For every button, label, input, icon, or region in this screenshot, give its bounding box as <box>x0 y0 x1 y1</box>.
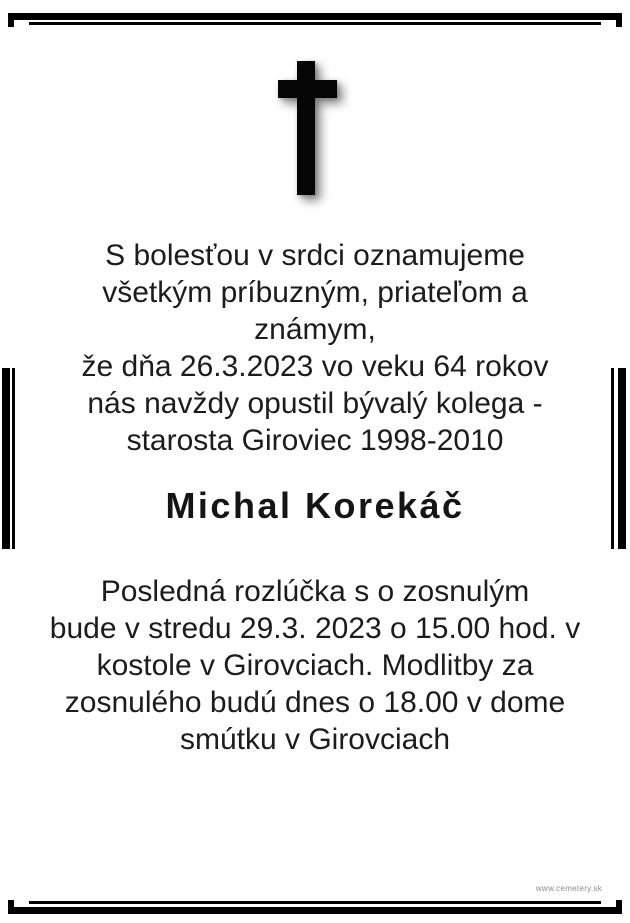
bottom-border-inner-line <box>29 901 601 904</box>
website-credit: www.cemetery.sk <box>535 884 602 893</box>
announcement-line: nás navždy opustil bývalý kolega - <box>87 387 543 420</box>
funeral-details-text <box>0 573 630 758</box>
announcement-line: známym, <box>254 313 376 346</box>
cross-icon <box>278 61 338 196</box>
announcement-line: všetkým príbuzným, priateľom a <box>102 276 528 309</box>
funeral-line: zosnulého budú dnes o 18.00 v dome <box>64 686 566 719</box>
funeral-line: kostole v Girovciach. Modlitby za <box>96 649 534 682</box>
funeral-line: bude v stredu 29.3. 2023 o 15.00 hod. v <box>49 612 581 645</box>
announcement-line: S bolesťou v srdci oznamujeme <box>105 239 525 272</box>
cross-icon-beam <box>278 80 337 98</box>
funeral-line: Posledná rozlúčka s o zosnulým <box>100 575 530 608</box>
top-border-inner-line <box>29 22 601 25</box>
announcement-line: že dňa 26.3.2023 vo veku 64 rokov <box>81 350 549 383</box>
announcement-line: starosta Giroviec 1998-2010 <box>126 424 504 457</box>
announcement-text <box>0 237 630 459</box>
deceased-name: Michal Korekáč <box>165 485 465 526</box>
funeral-line: smútku v Girovciach <box>179 723 451 756</box>
